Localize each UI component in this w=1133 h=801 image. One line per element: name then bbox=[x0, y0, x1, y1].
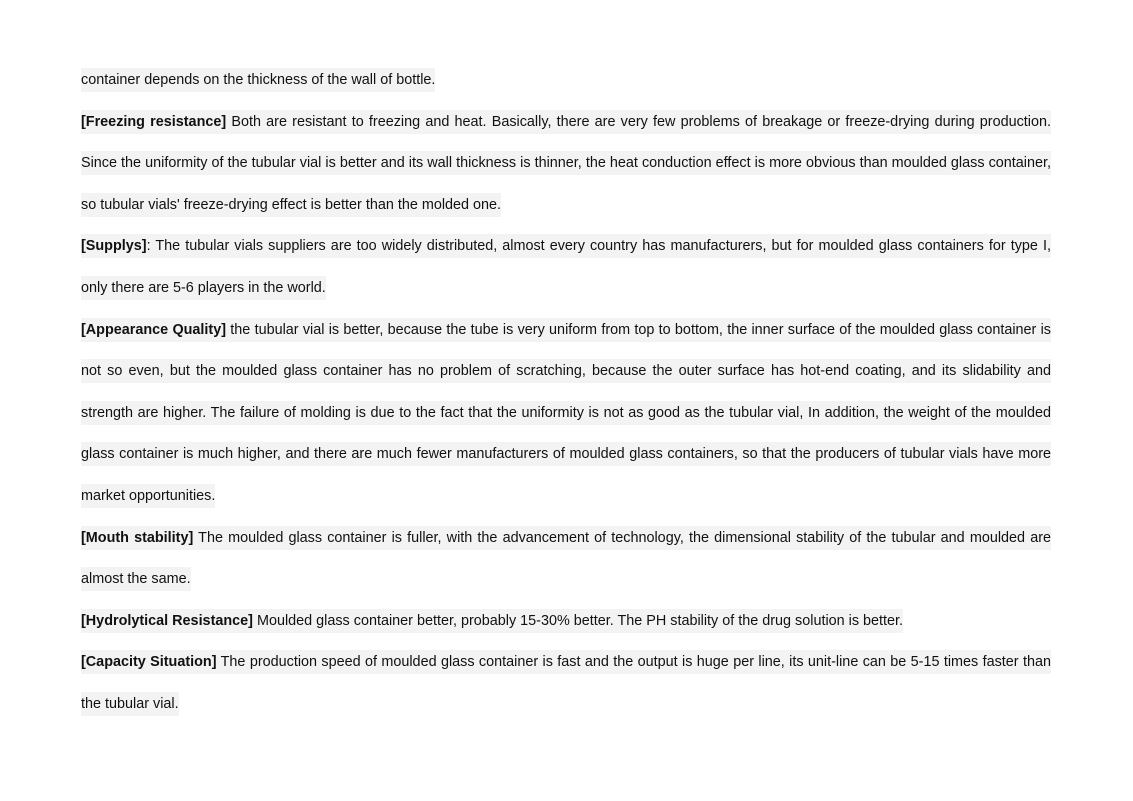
paragraph-label: [Capacity Situation] bbox=[81, 654, 217, 671]
paragraph-text: Moulded glass container better, probably 15-30% better. The PH stability of the drug solution is better. bbox=[252, 612, 904, 629]
paragraph-appearance-quality bbox=[81, 310, 1051, 518]
paragraph-label: [Freezing resistance] bbox=[81, 113, 227, 130]
paragraph-mouth-stability bbox=[81, 518, 1051, 601]
paragraph-hydrolytical-resistance bbox=[81, 601, 1051, 643]
paragraph-text: Both are resistant to freezing and heat. Basically, there are very few problems of breakage or freeze-drying during production. Since the uniformity of the tubular vial is better and its wall thickness is thinner, the heat conduction effect is more obvious than moulded glass container, so tubular vials' freeze-drying effect is better than the molded one. bbox=[81, 113, 1051, 213]
paragraph-label: [Hydrolytical Resistance] bbox=[81, 612, 253, 629]
paragraph-wall-thickness bbox=[81, 60, 1051, 102]
document-page bbox=[81, 60, 1051, 726]
paragraph-freezing-resistance bbox=[81, 102, 1051, 227]
paragraph-text: The production speed of moulded glass container is fast and the output is huge per line, its unit-line can be 5-15 times faster than the tubular vial. bbox=[81, 654, 1051, 712]
paragraph-text: the tubular vial is better, because the tube is very uniform from top to bottom, the inner surface of the moulded glass container is not so even, but the moulded glass container has no problem of scratching, because the outer surface has hot-end coating, and its slidability and strength are higher. The failure of molding is due to the fact that the uniformity is not as good as the tubular vial, In addition, the weight of the moulded glass container is much higher, and there are much fewer manufacturers of moulded glass containers, so that the producers of tubular vials have more market opportunities. bbox=[81, 321, 1051, 504]
paragraph-label: [Supplys] bbox=[81, 238, 147, 255]
paragraph-text: The moulded glass container is fuller, with the advancement of technology, the dimensional stability of the tubular and moulded are almost the same. bbox=[81, 529, 1051, 588]
paragraph-label: [Appearance Quality] bbox=[81, 321, 227, 338]
paragraph-label: [Mouth stability] bbox=[81, 529, 194, 546]
paragraph-text: container depends on the thickness of the wall of bottle. bbox=[81, 72, 436, 88]
paragraph-text: : The tubular vials suppliers are too widely distributed, almost every country has manufacturers, but for moulded glass containers for type I, only there are 5-6 players in the world. bbox=[81, 238, 1051, 296]
paragraph-capacity-situation bbox=[81, 642, 1051, 725]
paragraph-supplys bbox=[81, 226, 1051, 309]
